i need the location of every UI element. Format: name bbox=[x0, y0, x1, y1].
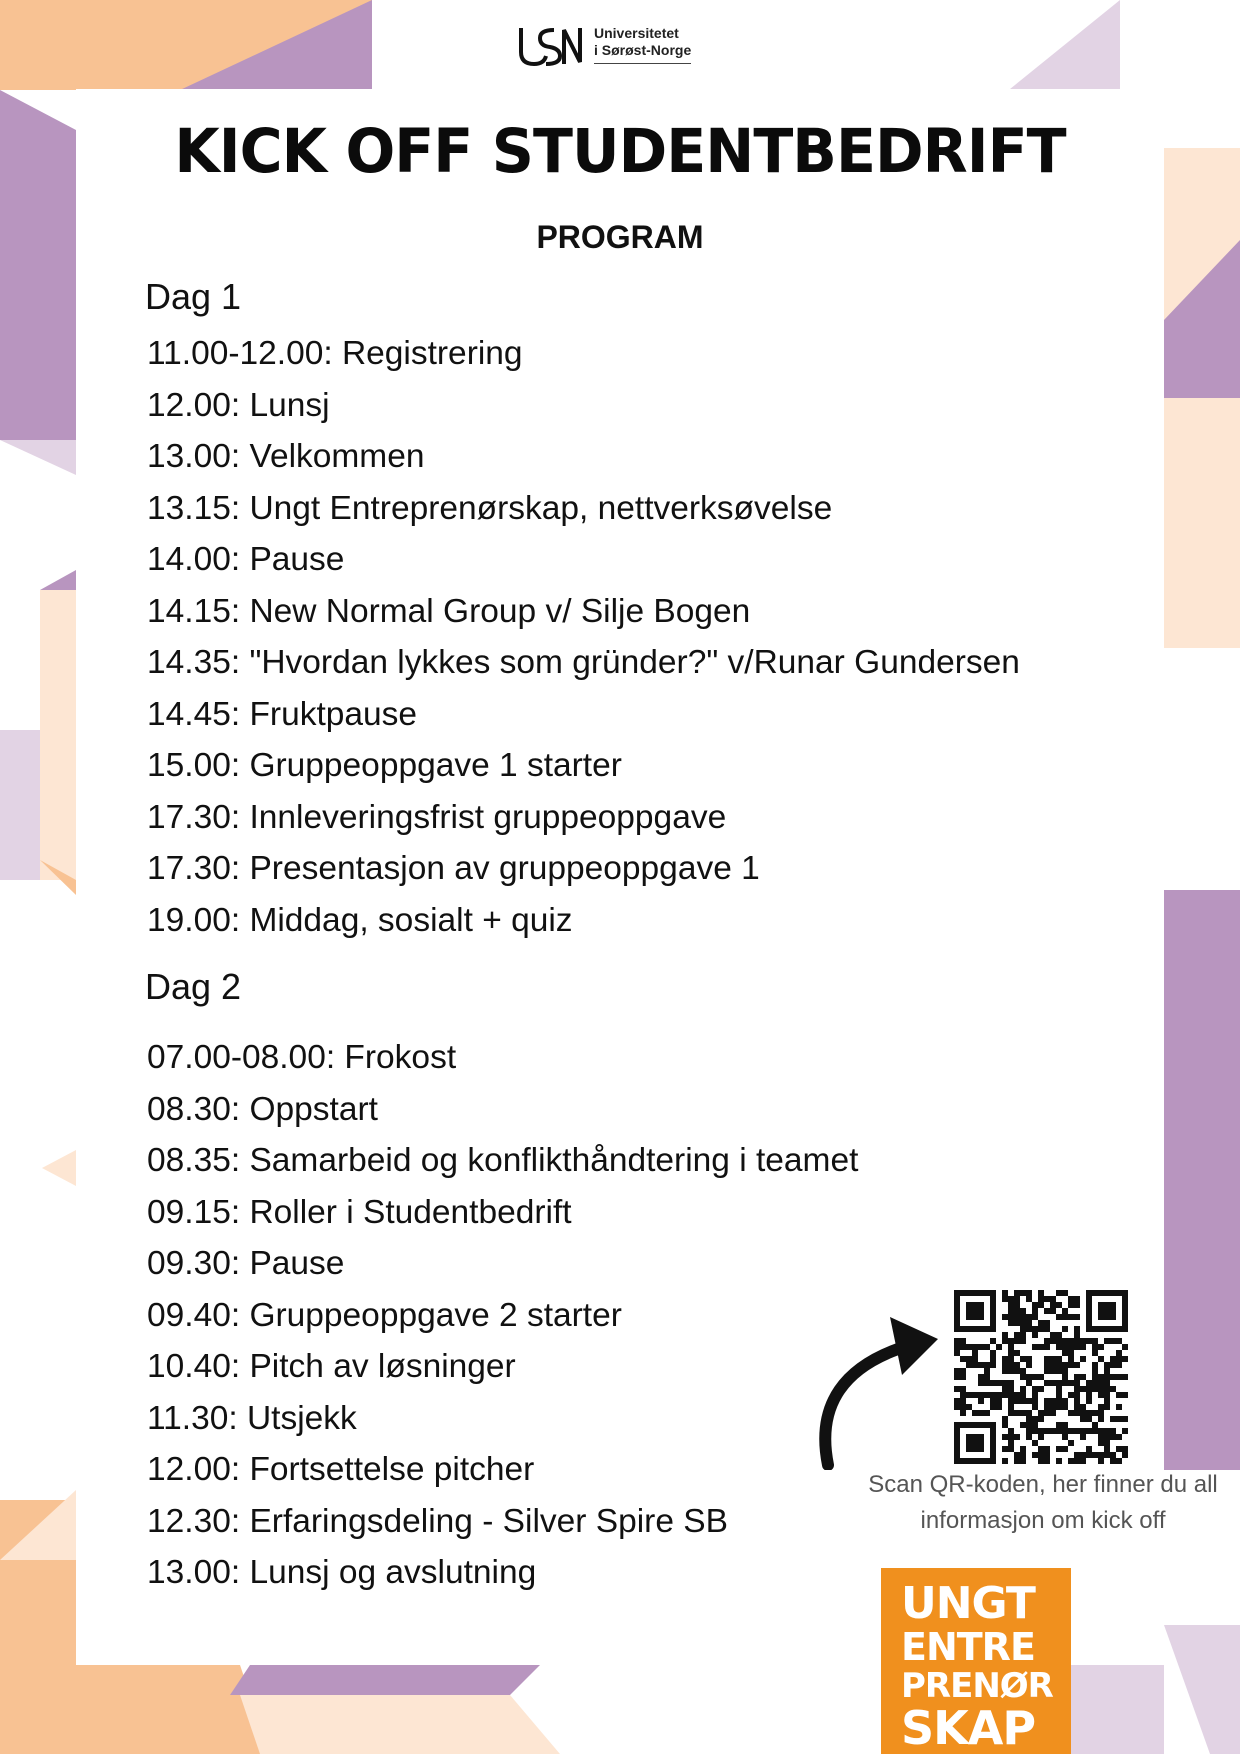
schedule-item: 10.40: Pitch av løsninger bbox=[147, 1348, 516, 1385]
schedule-item: 08.35: Samarbeid og konflikthåndtering i teamet bbox=[147, 1142, 859, 1179]
schedule-item: 14.35: "Hvordan lykkes som gründer?" v/Runar Gundersen bbox=[147, 644, 1020, 681]
schedule-item: 14.15: New Normal Group v/ Silje Bogen bbox=[147, 592, 751, 630]
qr-code-icon[interactable] bbox=[954, 1290, 1128, 1464]
schedule-item: 14.45: Fruktpause bbox=[147, 695, 418, 733]
usn-logo-text bbox=[594, 25, 691, 64]
qr-caption bbox=[850, 1467, 1236, 1539]
day2-heading: Dag 2 bbox=[145, 966, 242, 1007]
ue-logo-line2: ENTRE bbox=[901, 1625, 1035, 1669]
qr-caption-line1: Scan QR-koden, her finner du all bbox=[868, 1471, 1218, 1498]
schedule-item: 17.30: Innleveringsfrist gruppeoppgave bbox=[147, 798, 727, 836]
schedule-item: 17.30: Presentasjon av gruppeoppgave 1 bbox=[147, 850, 760, 887]
ue-logo-line3: PRENØR bbox=[901, 1666, 1053, 1706]
day2-schedule bbox=[147, 1032, 858, 1599]
schedule-item: 09.30: Pause bbox=[147, 1245, 345, 1282]
schedule-item: 13.00: Velkommen bbox=[147, 438, 425, 475]
ue-logo-line4: SKAP bbox=[901, 1701, 1036, 1755]
program-subtitle: PROGRAM bbox=[536, 219, 704, 255]
schedule-item: 09.40: Gruppeoppgave 2 starter bbox=[147, 1296, 622, 1334]
schedule-item: 13.00: Lunsj og avslutning bbox=[147, 1554, 537, 1591]
schedule-item: 12.30: Erfaringsdeling - Silver Spire SB bbox=[147, 1502, 728, 1540]
schedule-item: 08.30: Oppstart bbox=[147, 1090, 378, 1128]
schedule-item: 07.00-08.00: Frokost bbox=[147, 1039, 457, 1076]
ungt-entreprenorskap-logo bbox=[881, 1568, 1071, 1754]
ue-logo-line1: UNGT bbox=[901, 1578, 1035, 1629]
schedule-item: 12.00: Lunsj bbox=[147, 386, 330, 424]
schedule-item: 12.00: Fortsettelse pitcher bbox=[147, 1451, 535, 1488]
schedule-item: 11.30: Utsjekk bbox=[147, 1399, 357, 1437]
usn-logo-line1: Universitetet bbox=[594, 25, 679, 41]
day1-schedule bbox=[147, 328, 1020, 946]
curved-arrow-icon bbox=[810, 1305, 940, 1470]
day1-heading: Dag 1 bbox=[145, 276, 242, 317]
usn-logo-line2: i Sørøst-Norge bbox=[594, 42, 692, 58]
schedule-item: 13.15: Ungt Entreprenørskap, nettverksøvelse bbox=[147, 489, 833, 527]
schedule-item: 09.15: Roller i Studentbedrift bbox=[147, 1193, 572, 1231]
schedule-item: 19.00: Middag, sosialt + quiz bbox=[147, 901, 573, 939]
qr-caption-line2: informasjon om kick off bbox=[920, 1507, 1166, 1534]
usn-logo-mark bbox=[518, 22, 586, 70]
usn-logo bbox=[518, 22, 708, 70]
page-title: KICK OFF STUDENTBEDRIFT bbox=[174, 116, 1066, 187]
schedule-item: 15.00: Gruppeoppgave 1 starter bbox=[147, 747, 622, 784]
schedule-item: 11.00-12.00: Registrering bbox=[147, 335, 523, 372]
schedule-item: 14.00: Pause bbox=[147, 541, 345, 578]
